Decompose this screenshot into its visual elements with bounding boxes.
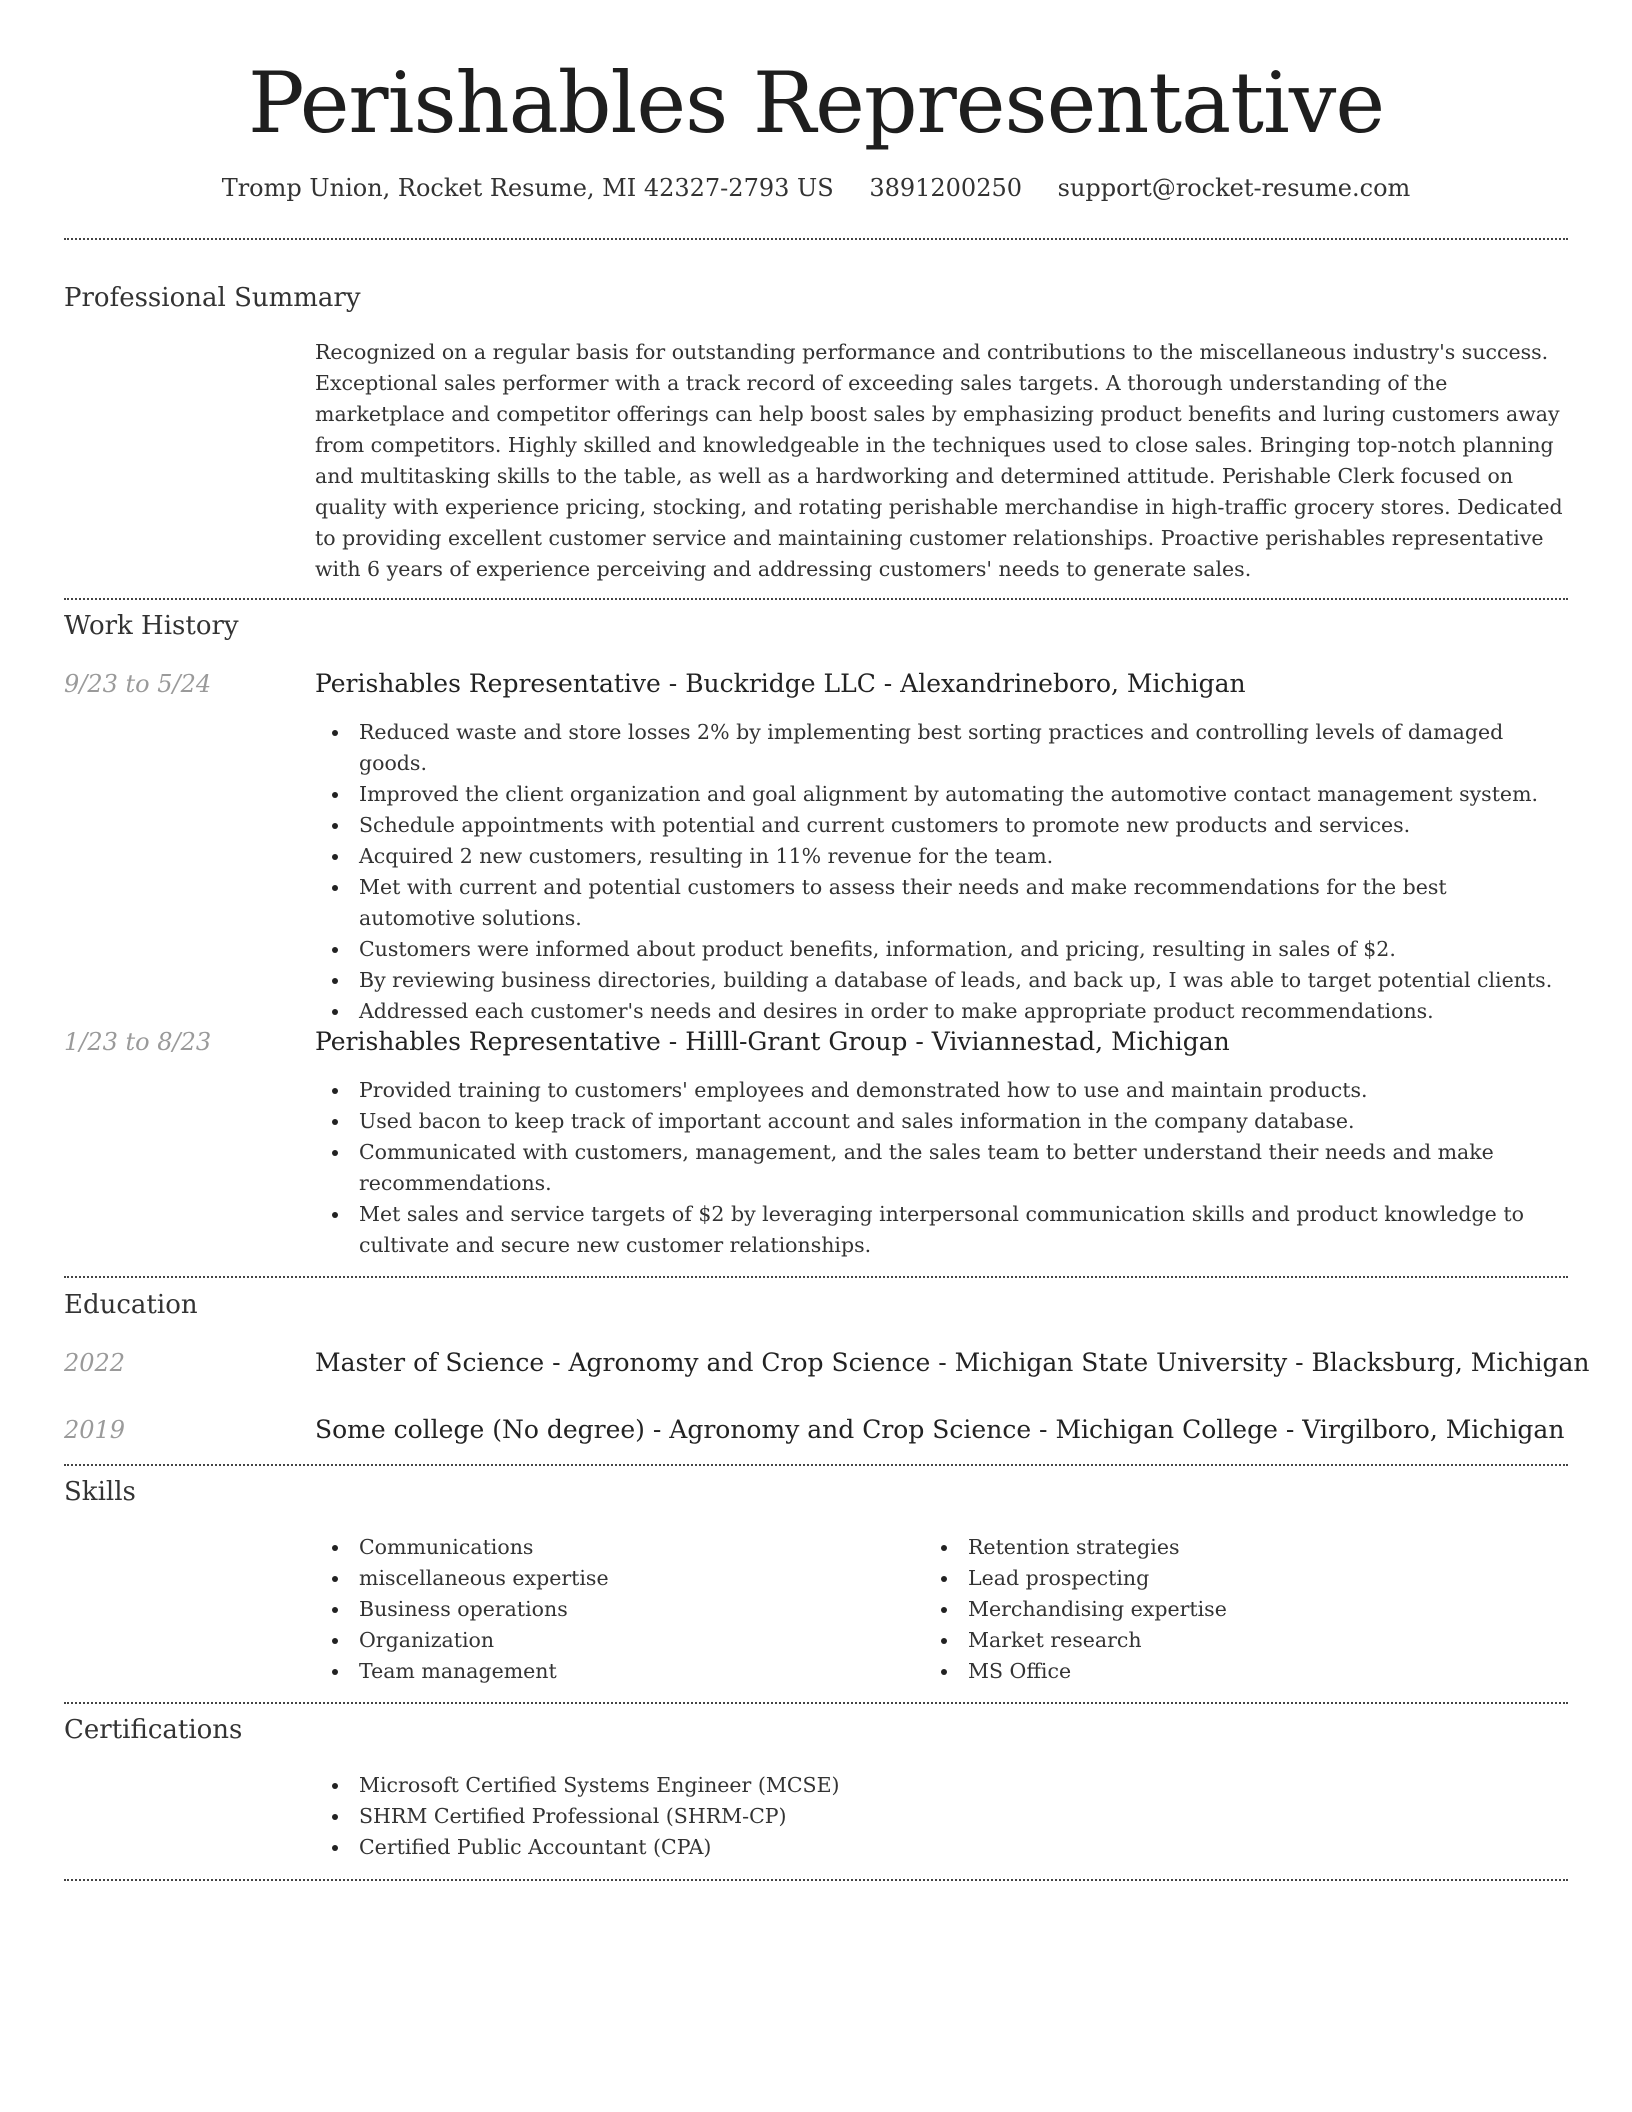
section-title-summary: Professional Summary [64,283,361,313]
list-item: Provided training to customers' employees and demonstrated how to use and maintain products. [315,1075,1565,1106]
list-item: Business operations [315,1594,915,1625]
list-item: MS Office [924,1656,1524,1687]
education-heading: Some college (No degree) - Agronomy and Crop Science - Michigan College - Virgilboro, Michigan [315,1415,1565,1444]
list-item: SHRM Certified Professional (SHRM-CP) [315,1801,1565,1832]
divider [64,598,1568,600]
list-item: Improved the client organization and goal alignment by automating the automotive contact management system. [315,779,1565,810]
list-item: Certified Public Accountant (CPA) [315,1832,1565,1863]
certifications-list [315,1770,1565,1863]
divider [64,1464,1568,1466]
education-heading: Master of Science - Agronomy and Crop Science - Michigan State University - Blacksburg, Michigan [315,1348,1590,1377]
skills-list-right [924,1532,1524,1687]
resume-name: Perishables Representative [247,54,1385,152]
list-item: Used bacon to keep track of important account and sales information in the company database. [315,1106,1565,1137]
divider [64,238,1568,240]
job-heading: Perishables Representative - Buckridge LLC - Alexandrineboro, Michigan [315,669,1246,698]
list-item: Lead prospecting [924,1563,1524,1594]
list-item: Team management [315,1656,915,1687]
summary-text: Recognized on a regular basis for outstanding performance and contributions to the miscellaneous industry's success. Exceptional sales performer with a track record of exceeding sales targets. A thorough understanding of the marketplace and competitor offerings can help boost sales by emphasizing product benefits and luring customers away from competitors. Highly skilled and knowledgeable in the techniques used to close sales. Bringing top-notch planning and multitasking skills to the table, as well as a hardworking and determined attitude. Perishable Clerk focused on quality with experience pricing, stocking, and rotating perishable merchandise in high-traffic grocery stores. Dedicated to providing excellent customer service and maintaining customer relationships. Proactive perishables representative with 6 years of experience perceiving and addressing customers' needs to generate sales. [315,340,1563,581]
divider [64,1276,1568,1278]
education-year: 2022 [64,1349,126,1377]
contact-line [0,170,1632,206]
list-item: Met sales and service targets of $2 by leveraging interpersonal communication skills and product knowledge to cultivate and secure new customer relationships. [315,1199,1565,1261]
education-year: 2019 [64,1416,126,1444]
contact-email: support@rocket-resume.com [1057,174,1411,202]
list-item: Communicated with customers, management, and the sales team to better understand their needs and make recommendations. [315,1137,1565,1199]
list-item: Communications [315,1532,915,1563]
list-item: Retention strategies [924,1532,1524,1563]
section-title-education: Education [64,1290,198,1320]
list-item: miscellaneous expertise [315,1563,915,1594]
divider [64,1702,1568,1704]
list-item: Acquired 2 new customers, resulting in 11% revenue for the team. [315,841,1565,872]
job-dates: 9/23 to 5/24 [64,670,212,698]
list-item: Customers were informed about product benefits, information, and pricing, resulting in sales of $2. [315,934,1565,965]
skills-list-left [315,1532,915,1687]
job-dates: 1/23 to 8/23 [64,1028,212,1056]
contact-address: Tromp Union, Rocket Resume, MI 42327-2793 US [221,174,834,202]
section-title-skills: Skills [64,1477,136,1507]
list-item: Schedule appointments with potential and current customers to promote new products and services. [315,810,1565,841]
section-title-work: Work History [64,611,239,641]
list-item: Organization [315,1625,915,1656]
list-item: Addressed each customer's needs and desires in order to make appropriate product recommendations. [315,996,1565,1027]
contact-phone: 3891200250 [869,174,1023,202]
section-title-certifications: Certifications [64,1715,243,1745]
list-item: By reviewing business directories, building a database of leads, and back up, I was able to target potential clients. [315,965,1565,996]
divider [64,1879,1568,1881]
job-bullets [315,1075,1565,1261]
job-heading: Perishables Representative - Hilll-Grant Group - Viviannestad, Michigan [315,1027,1230,1056]
job-bullets [315,717,1565,1027]
list-item: Microsoft Certified Systems Engineer (MCSE) [315,1770,1565,1801]
list-item: Met with current and potential customers to assess their needs and make recommendations for the best automotive solutions. [315,872,1565,934]
list-item: Merchandising expertise [924,1594,1524,1625]
list-item: Market research [924,1625,1524,1656]
list-item: Reduced waste and store losses 2% by implementing best sorting practices and controlling levels of damaged goods. [315,717,1565,779]
